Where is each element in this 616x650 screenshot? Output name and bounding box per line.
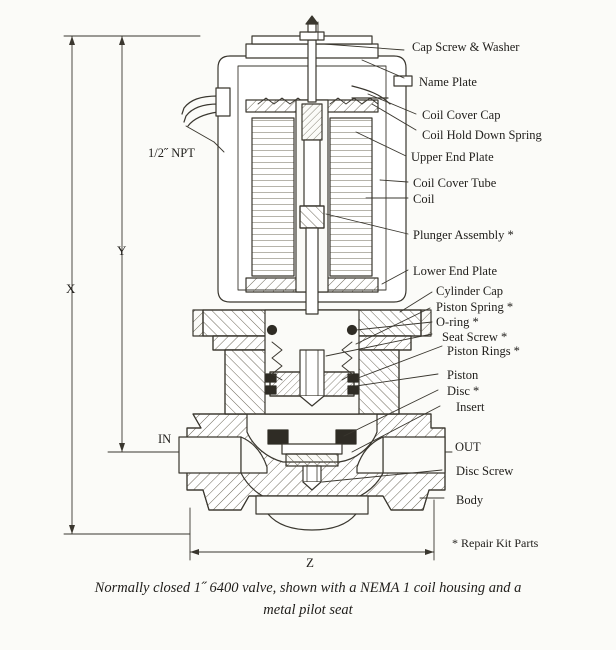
y-dimension-label: Y [117,243,127,258]
upper-end-plate-label: Upper End Plate [411,150,494,164]
body-label: Body [456,493,484,507]
seat-screw-label: Seat Screw * [442,330,508,344]
piston-rings-label: Piston Rings * [447,344,520,358]
outlet-port-label: OUT [455,440,481,454]
figure-caption-line2: metal pilot seat [263,602,353,618]
cylinder-cap-label: Cylinder Cap [436,284,504,298]
cap-screw-washer-label: Cap Screw & Washer [412,40,520,54]
figure-caption-line1: Normally closed 1˝ 6400 valve, shown with a NEMA 1 coil housing and a [94,580,522,596]
coil-label: Coil [413,192,435,206]
plunger-assembly-label: Plunger Assembly * [413,228,514,242]
disc-screw-label: Disc Screw [456,464,514,478]
name-plate-label: Name Plate [419,75,477,89]
piston-label: Piston [447,368,479,382]
z-dimension-label: Z [306,555,314,570]
disc-label: Disc * [447,384,480,398]
lower-end-plate-label: Lower End Plate [413,264,498,278]
npt-connection-label: 1/2˝ NPT [148,146,195,160]
repair-kit-footnote: * Repair Kit Parts [452,536,539,550]
o-ring-label: O-ring * [436,315,479,329]
coil-cover-tube-label: Coil Cover Tube [413,176,497,190]
inlet-port-label: IN [158,432,172,446]
x-dimension-label: X [66,281,76,296]
coil-cover-cap-label: Coil Cover Cap [422,108,501,122]
piston-spring-label: Piston Spring * [436,300,514,314]
coil-hold-down-spring-label: Coil Hold Down Spring [422,128,542,142]
insert-label: Insert [456,400,485,414]
